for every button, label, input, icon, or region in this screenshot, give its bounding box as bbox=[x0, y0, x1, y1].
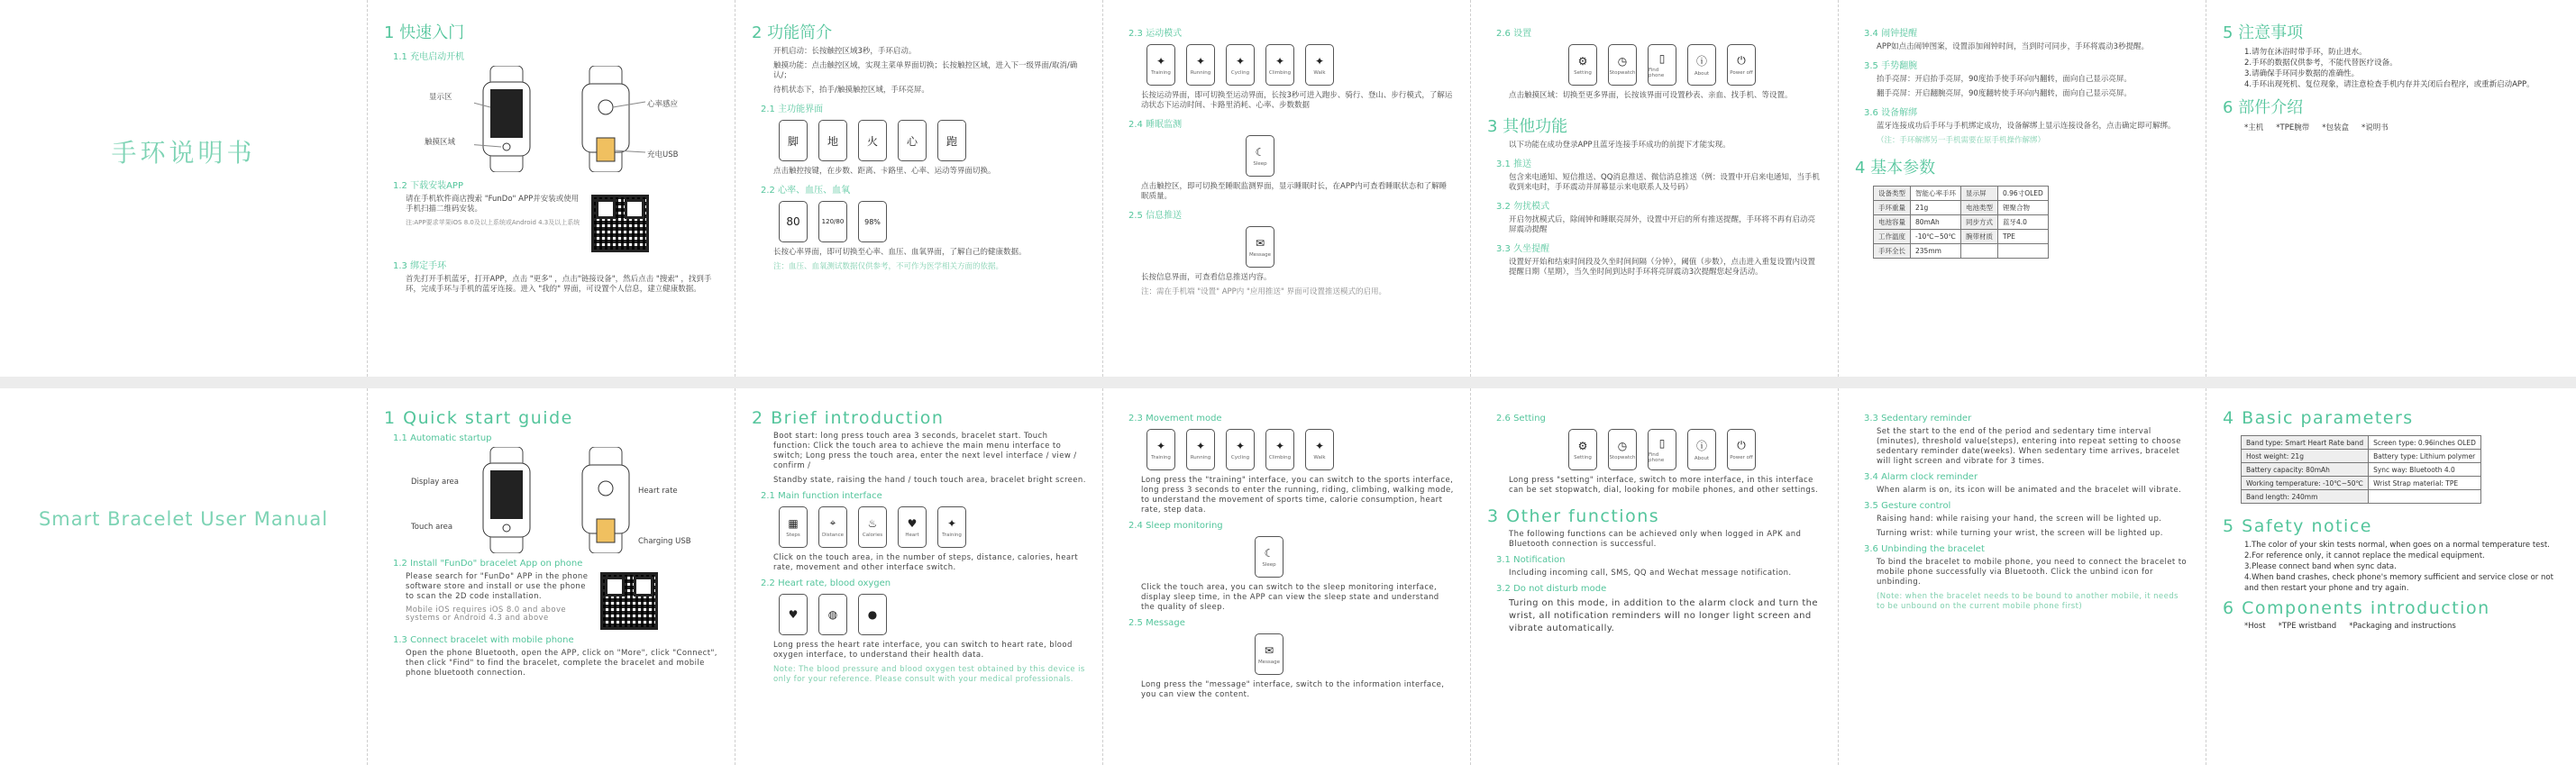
location-icon: 地 bbox=[827, 134, 838, 148]
sport-screen: ✦ Walk bbox=[1305, 44, 1334, 86]
sleep-screen: ☾ Sleep bbox=[1255, 536, 1283, 578]
message-screen: ✉ Message bbox=[1246, 226, 1274, 268]
section-title: 1 Quick start guide bbox=[384, 408, 573, 428]
setting-screen: ⚙ Setting bbox=[1568, 44, 1597, 86]
raise-text: Raising hand: while raising your hand, the screen will be lighted up. bbox=[1877, 515, 2162, 524]
setting-screen: ⓘ About bbox=[1687, 429, 1716, 470]
bracelet-drawing bbox=[474, 66, 672, 172]
subsection-title: 2.1 Main function interface bbox=[761, 491, 882, 501]
section-title: 2 功能简介 bbox=[752, 23, 833, 42]
sport-screen: ✦ Walk bbox=[1305, 429, 1334, 470]
oxygen-value: 98% bbox=[864, 217, 881, 226]
bind-text: Open the phone Bluetooth, open the APP, click on "More", click "Connect", then click "Find" to find the bracelet, complete the bracelet and mobile phone bluetooth connection. bbox=[406, 649, 717, 678]
location-icon: ⌖ bbox=[829, 516, 836, 529]
subsection-title: 3.4 闹钟提醒 bbox=[1864, 29, 1918, 39]
phone-icon: ▯ bbox=[1658, 51, 1666, 65]
subsection-title: 2.4 Sleep monitoring bbox=[1128, 521, 1223, 531]
subsection-title: 2.5 Message bbox=[1128, 618, 1185, 628]
subsection-title: 2.6 设置 bbox=[1496, 29, 1532, 39]
touch-label: Touch area bbox=[411, 523, 453, 532]
subsection-title: 1.3 Connect bracelet with mobile phone bbox=[393, 635, 574, 645]
sport-screen: ✦ Running bbox=[1186, 44, 1215, 86]
dnd-text: Turing on this mode, in addition to the alarm clock and turn the wrist, all notification reminders will no longer light screen and vibrate automatically. bbox=[1509, 598, 1818, 633]
cover-title-cn: 手环说明书 bbox=[111, 138, 256, 168]
power-icon: ⏻ bbox=[1737, 439, 1746, 451]
climbing-icon: ✦ bbox=[1274, 439, 1285, 452]
list-item: *说明书 bbox=[2361, 123, 2389, 132]
runner-icon: ✦ bbox=[1156, 439, 1166, 452]
message-text: Long press the "message" interface, switch to the information interface, you can view the content. bbox=[1141, 680, 1445, 699]
main-screens bbox=[779, 120, 1086, 161]
subsection-title: 1.1 Automatic startup bbox=[393, 433, 492, 443]
subsection-title: 3.1 推送 bbox=[1496, 159, 1532, 169]
sleep-text: 点击触控区，即可切换至睡眠监测界面，显示睡眠时长，在APP内可查看睡眠状态和了解睡眠质量。 bbox=[1141, 182, 1448, 201]
sport-text: Long press the "training" interface, you can switch to the sports interface, long press 3 seconds to enter the running, riding, climbing, walking mode, to understand the movement of sports time, calorie consumption, heart rate, step data. bbox=[1141, 476, 1454, 515]
subsection-title: 3.5 手势翻腕 bbox=[1864, 61, 1918, 71]
list-item: *包装盒 bbox=[2322, 123, 2349, 132]
cover-panel-en bbox=[0, 388, 368, 765]
sedentary-text: 设置好开始和结束时间段及久坐时间间隔（分钟），阈值（步数），点击进入重复设置内设置提醒日期（星期），当久坐时间到达时手环将亮屏震动3次提醒您起身活动。 bbox=[1509, 258, 1816, 277]
display-label: 显示区 bbox=[429, 93, 452, 102]
section-title: 5 注意事项 bbox=[2223, 23, 2304, 42]
subsection-title: 3.6 Unbinding the bracelet bbox=[1864, 544, 1985, 554]
setting-screen: ▯ Find phone bbox=[1648, 429, 1676, 470]
message-note: 注：需在手机端 "设置" APP内 "应用推送" 界面可设置推送模式的启用。 bbox=[1141, 287, 1387, 296]
params-table-en: Band type: Smart Heart Rate band Screen type: 0.96inches OLED Host weight: 21g Battery type: Lithium polymer Battery capacity: 80mAh Sync way: Bluetooth 4.0 Working temperature: -10℃~50℃ Wrist Strap material: TPE Band length: 240mm bbox=[2241, 435, 2481, 504]
english-sheet bbox=[0, 388, 2576, 765]
training-screen bbox=[937, 120, 966, 161]
notice-panel-cn bbox=[2206, 0, 2576, 377]
section-title: 3 其他功能 bbox=[1487, 117, 1568, 136]
hr-text: 长按心率界面，即可切换至心率、血压、血氧界面，了解自己的健康数据。 bbox=[773, 248, 1027, 257]
sport-screen: ✦ Climbing bbox=[1265, 429, 1294, 470]
steps-screen bbox=[779, 120, 808, 161]
flame-icon: 火 bbox=[866, 134, 878, 148]
touch-label: 触摸区域 bbox=[425, 138, 456, 147]
heart-icon: ♥ bbox=[907, 516, 918, 530]
section-title: 1 快速入门 bbox=[384, 23, 465, 42]
heart-screen bbox=[898, 120, 927, 161]
subsection-title: 3.3 Sedentary reminder bbox=[1864, 414, 1972, 423]
training-screen: ✦ Training bbox=[937, 506, 966, 548]
distance-screen bbox=[818, 120, 847, 161]
sleep-screen: ☾ Sleep bbox=[1246, 135, 1274, 177]
subsection-title: 1.2 Install "FunDo" bracelet App on phone bbox=[393, 559, 583, 569]
steps-icon: 脚 bbox=[787, 134, 799, 148]
setting-screen: ◷ Stopwatch bbox=[1608, 44, 1637, 86]
hr-screen bbox=[779, 594, 808, 635]
stopwatch-icon: ◷ bbox=[1617, 439, 1628, 452]
message-screen: ✉ Message bbox=[1255, 633, 1283, 675]
sport-screen: ✦ Cycling bbox=[1226, 429, 1255, 470]
sedentary-text: Set the start to the end of the period and sedentary time interval (minutes), threshold value(steps), entering into repeat setting to choose sedentary reminder date(weeks). When sedentary time arrives, bracelet will light screen and vibrate for 3 times. bbox=[1877, 427, 2181, 466]
sport-screen: ✦ Running bbox=[1186, 429, 1215, 470]
heart-icon: ♥ bbox=[788, 608, 799, 621]
hr-text: Long press the heart rate interface, you can switch to heart rate, blood oxygen interface, to understand their health data. bbox=[773, 641, 1073, 660]
display-label: Display area bbox=[411, 478, 459, 487]
other-intro: The following functions can be achieved only when logged in APK and Bluetooth connection is successful. bbox=[1509, 530, 1802, 549]
qr-code-icon bbox=[600, 572, 658, 630]
modes-panel-cn bbox=[1103, 0, 1471, 377]
sport-screens bbox=[1146, 429, 1454, 470]
message-text: 长按信息界面，可查看信息推送内容。 bbox=[1141, 273, 1272, 282]
section-title: 6 部件介绍 bbox=[2223, 98, 2304, 117]
steps-icon: ▦ bbox=[788, 516, 799, 530]
setting-text: 点击触摸区域：切换至更多界面，长按该界面可设置秒表、亲血、找手机、等设置。 bbox=[1509, 91, 1793, 100]
bp-screen bbox=[818, 594, 847, 635]
heart-sensor-label: Heart rate bbox=[638, 487, 678, 496]
intro-text: Standby state, raising the hand / touch touch area, bracelet bright screen. bbox=[773, 476, 1086, 485]
steps-screen: ▦ Steps bbox=[779, 506, 808, 548]
oxygen-screen bbox=[858, 594, 887, 635]
climbing-icon: ✦ bbox=[1274, 54, 1285, 68]
hr-screen bbox=[779, 201, 808, 242]
distance-screen: ⌖ Distance bbox=[818, 506, 847, 548]
subsection-title: 3.2 勿扰模式 bbox=[1496, 202, 1550, 212]
subsection-title: 2.2 心率、血压、血氧 bbox=[761, 186, 851, 196]
calorie-screen bbox=[858, 120, 887, 161]
subsection-title: 2.3 运动模式 bbox=[1128, 29, 1183, 39]
alarm-text: APP如点击闹钟图案，设置添加闹钟时间，当到时可同步，手环将震动3秒提醒。 bbox=[1877, 42, 2149, 51]
subsection-title: 1.2 下载安装APP bbox=[393, 181, 463, 191]
install-text: Please search for "FunDo" APP in the phone software store and install or use the phone to scan the 2D code installation. bbox=[406, 572, 589, 601]
section-title: 6 Components introduction bbox=[2223, 598, 2490, 618]
push-text: Including incoming call, SMS, QQ and Wechat message notification. bbox=[1509, 569, 1792, 578]
subsection-title: 1.3 绑定手环 bbox=[393, 261, 447, 271]
other-intro: 以下功能在成功登录APP且蓝牙连接手环成功的前提下才能实现。 bbox=[1509, 141, 1731, 150]
device-illustration bbox=[402, 66, 718, 172]
notice-list bbox=[2244, 47, 2560, 90]
subsection-title: 2.3 Movement mode bbox=[1128, 414, 1222, 423]
bp-screen bbox=[818, 201, 847, 242]
subsection-title: 3.1 Notification bbox=[1496, 555, 1566, 565]
subsection-title: 1.1 充电启动开机 bbox=[393, 52, 465, 62]
subsection-title: 3.5 Gesture control bbox=[1864, 501, 1951, 511]
install-note: Mobile iOS requires iOS 8.0 and above systems or Android 4.3 and above bbox=[406, 606, 567, 623]
quick-start-panel-en bbox=[368, 388, 735, 765]
sport-screens bbox=[1146, 44, 1454, 86]
gear-icon: ⚙ bbox=[1577, 54, 1588, 68]
modes-panel-en bbox=[1103, 388, 1471, 765]
list-item: *Packaging and instructions bbox=[2349, 622, 2456, 631]
runner-icon: ✦ bbox=[946, 516, 957, 530]
params-panel-en bbox=[2206, 388, 2576, 765]
phone-icon: ▯ bbox=[1658, 436, 1666, 450]
sport-text: 长按运动界面，即可切换至运动界面，长按3秒可进入跑步、骑行、登山、步行模式，了解运动状态下运动时间、卡路里消耗、心率、步数数据 bbox=[1141, 91, 1453, 110]
heart-sensor-label: 心率感应 bbox=[647, 100, 679, 109]
list-item: 3.请确保手环同步数据的准确性。 bbox=[2244, 69, 2360, 78]
turn-text: 翻手亮屏：开启翻腕亮屏，90度翻转使手环向内翻转，面向自己显示亮屏。 bbox=[1877, 89, 2132, 98]
function-intro-panel-en bbox=[735, 388, 1103, 765]
heart-rate-value: 80 bbox=[786, 215, 800, 228]
blood-pressure-value: 120/80 bbox=[821, 218, 845, 225]
usb-label: 充电USB bbox=[647, 150, 679, 159]
setting-screens bbox=[1568, 429, 1822, 470]
chat-icon: ✉ bbox=[1264, 643, 1274, 657]
moon-icon: ☾ bbox=[1255, 145, 1265, 159]
list-item: *TPE wristband bbox=[2278, 622, 2337, 631]
runner-icon: 跑 bbox=[945, 134, 957, 148]
subsection-title: 2.4 睡眠监测 bbox=[1128, 120, 1183, 130]
settings-panel-cn bbox=[1471, 0, 1839, 377]
calorie-screen: ♨ Calories bbox=[858, 506, 887, 548]
qr-code-icon bbox=[591, 195, 649, 252]
cycling-icon: ✦ bbox=[1235, 439, 1246, 452]
push-text: 包含来电通知、短信推送、QQ消息推送、微信消息推送（例：设置中开启来电通知，当手机收到来电时，手环震动并屏幕显示来电联系人及号码） bbox=[1509, 173, 1820, 192]
subsection-title: 2.1 主功能界面 bbox=[761, 105, 824, 114]
flame-icon: ♨ bbox=[867, 516, 878, 530]
list-item: *主机 bbox=[2244, 123, 2264, 132]
params-table-cn: 设备类型 智能心率手环 显示屏 0.96寸OLED 手环重量 21g 电池类型 锂聚合物 电池容量 80mAh 同步方式 蓝牙4.0 工作温度 -10℃~50℃ 腕带材质 TPE 手环全长 235mm bbox=[1873, 186, 2049, 259]
section-title: 5 Safety notice bbox=[2223, 516, 2372, 536]
subsection-title: 3.3 久坐提醒 bbox=[1496, 244, 1550, 254]
list-item: 2.For reference only, it cannot replace the medical equipment. bbox=[2244, 551, 2485, 560]
moon-icon: ☾ bbox=[1264, 546, 1274, 560]
parts-list bbox=[2244, 122, 2560, 132]
intro-text: 待机状态下，抬手/触摸触控区域，手环亮屏。 bbox=[773, 86, 929, 95]
intro-text: Boot start: long press touch area 3 seconds, bracelet start. Touch function: Click the touch area to achieve the main menu interface to switch; Long press the touch area, enter the next level interface / view / confirm / bbox=[773, 432, 1077, 470]
reminders-panel-en bbox=[1839, 388, 2206, 765]
section-title: 4 Basic parameters bbox=[2223, 408, 2414, 428]
blood-pressure-icon: ◍ bbox=[827, 608, 838, 621]
sport-screen: ✦ Training bbox=[1146, 44, 1175, 86]
sport-screen: ✦ Climbing bbox=[1265, 44, 1294, 86]
bind-text: 首先打开手机蓝牙，打开APP，点击 "更多" ，点击"链接设备"，然后点击 "搜索" ，找到手环，完成手环与手机的蓝牙连接。进入 "我的" 界面，可设置个人信息，建立健康数据。 bbox=[406, 275, 712, 294]
hr-note: Note: The blood pressure and blood oxygen test obtained by this device is only for your reference. Please consult with your medical professionals. bbox=[773, 665, 1085, 684]
cover-panel-cn bbox=[0, 0, 368, 377]
subsection-title: 3.4 Alarm clock reminder bbox=[1864, 472, 1978, 482]
device-illustration bbox=[402, 447, 718, 553]
list-item: 4.When band crashes, check phone's memory sufficient and service close or not and then restart your phone and try again. bbox=[2244, 573, 2553, 593]
list-item: 1.The color of your skin tests normal, when goes on a normal temperature test. bbox=[2244, 541, 2550, 550]
main-text: Click on the touch area, in the number of steps, distance, calories, heart rate, movement and other interface switch. bbox=[773, 553, 1079, 572]
info-icon: ⓘ bbox=[1695, 440, 1707, 452]
subsection-title: 3.6 设备解绑 bbox=[1864, 108, 1918, 118]
setting-screen: ⏻ Power off bbox=[1727, 44, 1756, 86]
unbind-text: 蓝牙连接成功后手环与手机绑定成功，设备解绑上显示连接设备名，点击确定即可解绑。 bbox=[1877, 122, 2176, 131]
chinese-sheet bbox=[0, 0, 2576, 377]
hr-screens bbox=[779, 594, 1086, 635]
setting-screen: ⏻ Power off bbox=[1727, 429, 1756, 470]
cover-title-en: Smart Bracelet User Manual bbox=[38, 508, 329, 530]
intro-text: 触摸功能：点击触控区域，实现主菜单界面切换；长按触控区域，进入下一级界面/取消/确认/； bbox=[773, 61, 1078, 80]
gear-icon: ⚙ bbox=[1577, 439, 1588, 452]
list-item: 1.请勿在沐浴时带手环，防止进水。 bbox=[2244, 48, 2367, 57]
setting-screen: ◷ Stopwatch bbox=[1608, 429, 1637, 470]
subsection-title: 2.5 信息推送 bbox=[1128, 211, 1183, 221]
setting-screens bbox=[1568, 44, 1822, 86]
hr-note: 注：血压、血氧测试数据仅供参考，不可作为医学相关方面的依据。 bbox=[773, 262, 1004, 271]
raise-text: 抬手亮屏：开启抬手亮屏，90度抬手使手环向内翻转，面向自己显示亮屏。 bbox=[1877, 75, 2132, 84]
walking-icon: ✦ bbox=[1314, 54, 1325, 68]
setting-screen: ▯ Find phone bbox=[1648, 44, 1676, 86]
running-icon: ✦ bbox=[1195, 54, 1206, 68]
section-title: 2 Brief introduction bbox=[752, 408, 945, 428]
turn-text: Turning wrist: while turning your wrist, the screen will be lighted up. bbox=[1877, 529, 2163, 538]
heart-icon: 心 bbox=[906, 134, 918, 148]
section-title: 3 Other functions bbox=[1487, 506, 1660, 526]
walking-icon: ✦ bbox=[1314, 439, 1325, 452]
info-icon: ⓘ bbox=[1695, 55, 1707, 68]
subsection-title: 2.2 Heart rate, blood oxygen bbox=[761, 578, 891, 588]
drop-icon: ● bbox=[867, 608, 878, 621]
install-note: 注:APP要求苹果iOS 8.0及以上系统或Android 4.3及以上系统 bbox=[406, 219, 580, 226]
hr-screens bbox=[779, 201, 1086, 242]
quick-start-panel-cn bbox=[368, 0, 735, 377]
setting-text: Long press "setting" interface, switch to more interface, in this interface can be set stopwatch, dial, looking for mobile phones, and other settings. bbox=[1509, 476, 1819, 495]
section-title: 4 基本参数 bbox=[1855, 159, 1936, 178]
list-item: 3.Please connect band when sync data. bbox=[2244, 562, 2397, 571]
heart-screen: ♥ Heart bbox=[898, 506, 927, 548]
unbind-note: （注：手环解绑另一手机需要在原手机操作解绑） bbox=[1877, 136, 2046, 145]
settings-panel-en bbox=[1471, 388, 1839, 765]
parts-list bbox=[2244, 622, 2560, 631]
setting-screen: ⚙ Setting bbox=[1568, 429, 1597, 470]
alarm-text: When alarm is on, its icon will be animated and the bracelet will vibrate. bbox=[1877, 486, 2182, 495]
notice-list bbox=[2244, 540, 2560, 594]
sport-screen: ✦ Training bbox=[1146, 429, 1175, 470]
setting-screen: ⓘ About bbox=[1687, 44, 1716, 86]
list-item: *Host bbox=[2244, 622, 2266, 631]
runner-icon: ✦ bbox=[1156, 54, 1166, 68]
params-panel-cn bbox=[1839, 0, 2206, 377]
oxygen-screen bbox=[858, 201, 887, 242]
dnd-text: 开启勿扰模式后，除闹钟和睡眠亮屏外，设置中开启的所有推送提醒，手环将不再有启动亮屏震动提醒 bbox=[1509, 215, 1816, 234]
function-intro-panel-cn bbox=[735, 0, 1103, 377]
sport-screen: ✦ Cycling bbox=[1226, 44, 1255, 86]
cycling-icon: ✦ bbox=[1235, 54, 1246, 68]
list-item: 4.手环出现死机、复位现象，请注意检查手机内存并关闭后台程序，或重新启动APP。 bbox=[2244, 80, 2535, 89]
sleep-text: Click the touch area, you can switch to the sleep monitoring interface, display sleep time, in the APP can view the sleep state and understand the quality of sleep. bbox=[1141, 583, 1439, 612]
chat-icon: ✉ bbox=[1255, 236, 1265, 250]
subsection-title: 2.6 Setting bbox=[1496, 414, 1546, 423]
main-text: 点击触控按键，在步数、距离、卡路里、心率、运动等界面切换。 bbox=[773, 167, 996, 176]
list-item: 2.手环的数据仅供参考，不能代替医疗设备。 bbox=[2244, 59, 2398, 68]
unbind-text: To bind the bracelet to mobile phone, you need to connect the bracelet to mobile phone successfully via Bluetooth. Click the unbind icon for unbinding. bbox=[1877, 558, 2188, 587]
unbind-note: (Note: when the bracelet needs to be bound to another mobile, it needs to be unbound on the current mobile phone first) bbox=[1877, 592, 2179, 611]
list-item: *TPE腕带 bbox=[2276, 123, 2310, 132]
usb-label: Charging USB bbox=[638, 537, 691, 546]
install-text: 请在手机软件商店搜索 "FunDo" APP并安装或使用手机扫描二维码安装。 bbox=[406, 195, 580, 214]
main-screens bbox=[779, 506, 1086, 548]
subsection-title: 3.2 Do not disturb mode bbox=[1496, 584, 1607, 594]
power-icon: ⏻ bbox=[1737, 54, 1746, 67]
stopwatch-icon: ◷ bbox=[1617, 54, 1628, 68]
intro-text: 开机启动：长按触控区域3秒，手环启动。 bbox=[773, 47, 917, 56]
running-icon: ✦ bbox=[1195, 439, 1206, 452]
